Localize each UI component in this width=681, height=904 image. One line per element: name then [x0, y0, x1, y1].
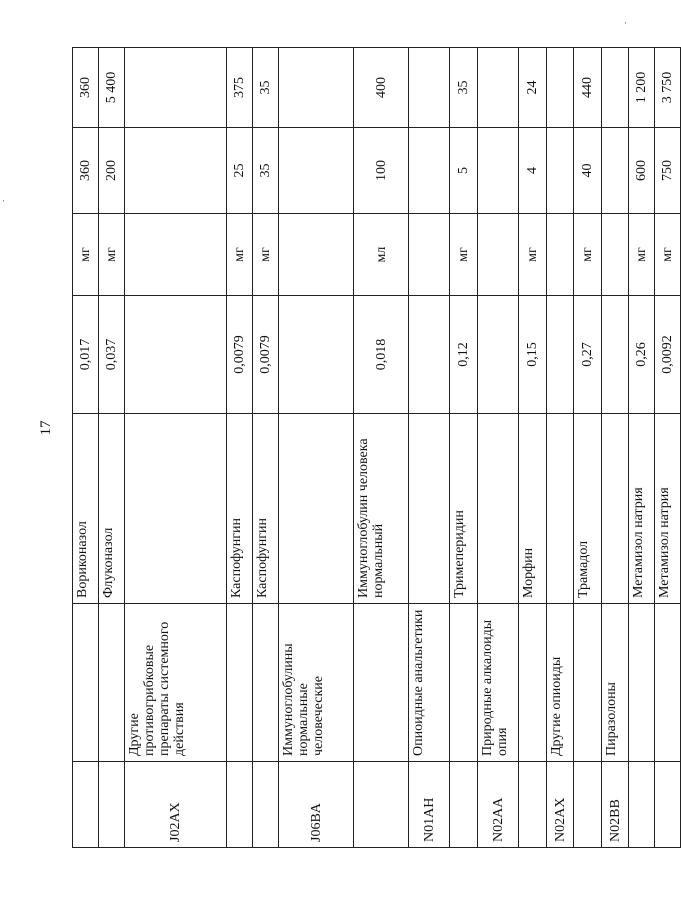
ddd-cell: 0,26 — [629, 296, 655, 414]
atc-code-cell: N02AX — [547, 762, 574, 848]
ddd-cell — [409, 296, 450, 414]
total-dose-cell: 24 — [519, 48, 547, 128]
ddd-cell — [125, 296, 227, 414]
page-number: 17 — [38, 420, 54, 436]
atc-code-cell — [629, 762, 655, 848]
total-dose-cell: 1 200 — [629, 48, 655, 128]
table-row — [99, 48, 125, 848]
unit-cell — [478, 214, 519, 296]
atc-code-cell — [354, 762, 409, 848]
unit-cell — [125, 214, 227, 296]
drug-name-cell — [478, 414, 519, 604]
dose-cell: 25 — [227, 128, 253, 214]
dose-cell: 4 — [519, 128, 547, 214]
ddd-cell: 0,0079 — [253, 296, 279, 414]
drug-name-cell: Каспофунгин — [253, 414, 279, 604]
table-row — [547, 48, 574, 848]
ddd-cell: 0,15 — [519, 296, 547, 414]
table-body — [73, 48, 681, 848]
total-dose-cell: 5 400 — [99, 48, 125, 128]
drug-name-cell: Морфин — [519, 414, 547, 604]
drug-name-cell — [409, 414, 450, 604]
unit-cell: мг — [73, 214, 99, 296]
atc-code-cell: J02AX — [125, 762, 227, 848]
group-cell — [227, 604, 253, 762]
group-cell — [253, 604, 279, 762]
unit-cell: мг — [99, 214, 125, 296]
total-dose-cell: 35 — [253, 48, 279, 128]
table-row — [73, 48, 99, 848]
table-row — [409, 48, 450, 848]
table-row — [253, 48, 279, 848]
atc-code-cell — [450, 762, 478, 848]
table-row — [125, 48, 227, 848]
table-row — [279, 48, 354, 848]
table-row — [655, 48, 681, 848]
total-dose-cell: 440 — [574, 48, 602, 128]
group-cell — [629, 604, 655, 762]
unit-cell — [547, 214, 574, 296]
atc-code-cell — [519, 762, 547, 848]
atc-code-cell: N02AA — [478, 762, 519, 848]
dose-cell: 5 — [450, 128, 478, 214]
table-row — [354, 48, 409, 848]
drug-name-cell: Тримеперидин — [450, 414, 478, 604]
ddd-cell: 0,0092 — [655, 296, 681, 414]
total-dose-cell: 360 — [73, 48, 99, 128]
unit-cell: мг — [227, 214, 253, 296]
unit-cell — [409, 214, 450, 296]
total-dose-cell — [409, 48, 450, 128]
dose-cell: 200 — [99, 128, 125, 214]
unit-cell: мг — [655, 214, 681, 296]
atc-code-cell — [73, 762, 99, 848]
drug-name-cell: Флуконазол — [99, 414, 125, 604]
table-row — [629, 48, 655, 848]
dose-cell: 600 — [629, 128, 655, 214]
drug-name-cell: Трамадол — [574, 414, 602, 604]
unit-cell — [602, 214, 629, 296]
group-cell — [655, 604, 681, 762]
total-dose-cell: 375 — [227, 48, 253, 128]
atc-code-cell — [99, 762, 125, 848]
dose-cell: 360 — [73, 128, 99, 214]
unit-cell: мг — [253, 214, 279, 296]
dose-cell — [125, 128, 227, 214]
total-dose-cell: 3 750 — [655, 48, 681, 128]
group-cell: Другие опиоиды — [547, 604, 574, 762]
unit-cell: мг — [574, 214, 602, 296]
group-cell — [99, 604, 125, 762]
unit-cell: мг — [450, 214, 478, 296]
group-cell — [73, 604, 99, 762]
table-row — [574, 48, 602, 848]
dose-cell: 35 — [253, 128, 279, 214]
group-cell: Иммуноглобулины нормальные человеческие — [279, 604, 354, 762]
unit-cell: мл — [354, 214, 409, 296]
ddd-cell: 0,27 — [574, 296, 602, 414]
drug-name-cell — [547, 414, 574, 604]
dose-cell — [547, 128, 574, 214]
dose-cell: 100 — [354, 128, 409, 214]
total-dose-cell: 35 — [450, 48, 478, 128]
table-row — [602, 48, 629, 848]
drug-name-cell: Каспофунгин — [227, 414, 253, 604]
atc-code-cell — [574, 762, 602, 848]
drug-table — [72, 47, 681, 848]
dose-cell — [478, 128, 519, 214]
dose-cell — [279, 128, 354, 214]
ddd-cell — [602, 296, 629, 414]
drug-name-cell: Метамизол натрия — [655, 414, 681, 604]
group-cell: Опиоидные анальгетики — [409, 604, 450, 762]
unit-cell: мг — [629, 214, 655, 296]
drug-name-cell: Иммуноглобулин человека нормальный — [354, 414, 409, 604]
rotated-table-container — [72, 48, 675, 848]
table-row — [227, 48, 253, 848]
ddd-cell — [547, 296, 574, 414]
total-dose-cell — [547, 48, 574, 128]
drug-name-cell — [602, 414, 629, 604]
total-dose-cell — [478, 48, 519, 128]
total-dose-cell — [125, 48, 227, 128]
group-cell: Пиразолоны — [602, 604, 629, 762]
group-cell: Природные алкалоиды опия — [478, 604, 519, 762]
ddd-cell: 0,12 — [450, 296, 478, 414]
atc-code-cell — [227, 762, 253, 848]
group-cell — [519, 604, 547, 762]
table-row — [450, 48, 478, 848]
ddd-cell: 0,037 — [99, 296, 125, 414]
group-cell — [450, 604, 478, 762]
unit-cell — [279, 214, 354, 296]
group-cell: Другие противогрибковые препараты системного действия — [125, 604, 227, 762]
table-row — [478, 48, 519, 848]
scan-speck: · — [624, 18, 627, 28]
ddd-cell: 0,017 — [73, 296, 99, 414]
group-cell — [574, 604, 602, 762]
total-dose-cell: 400 — [354, 48, 409, 128]
drug-name-cell: Вориконазол — [73, 414, 99, 604]
drug-name-cell: Метамизол натрия — [629, 414, 655, 604]
atc-code-cell: N02BB — [602, 762, 629, 848]
ddd-cell: 0,018 — [354, 296, 409, 414]
atc-code-cell — [655, 762, 681, 848]
dose-cell: 750 — [655, 128, 681, 214]
atc-code-cell — [253, 762, 279, 848]
atc-code-cell: N01AH — [409, 762, 450, 848]
table-row — [519, 48, 547, 848]
group-cell — [354, 604, 409, 762]
drug-name-cell — [279, 414, 354, 604]
total-dose-cell — [279, 48, 354, 128]
dose-cell: 40 — [574, 128, 602, 214]
ddd-cell — [279, 296, 354, 414]
ddd-cell: 0,0079 — [227, 296, 253, 414]
drug-name-cell — [125, 414, 227, 604]
total-dose-cell — [602, 48, 629, 128]
scan-speck: · — [2, 196, 5, 206]
dose-cell — [602, 128, 629, 214]
unit-cell: мг — [519, 214, 547, 296]
atc-code-cell: J06BA — [279, 762, 354, 848]
dose-cell — [409, 128, 450, 214]
ddd-cell — [478, 296, 519, 414]
